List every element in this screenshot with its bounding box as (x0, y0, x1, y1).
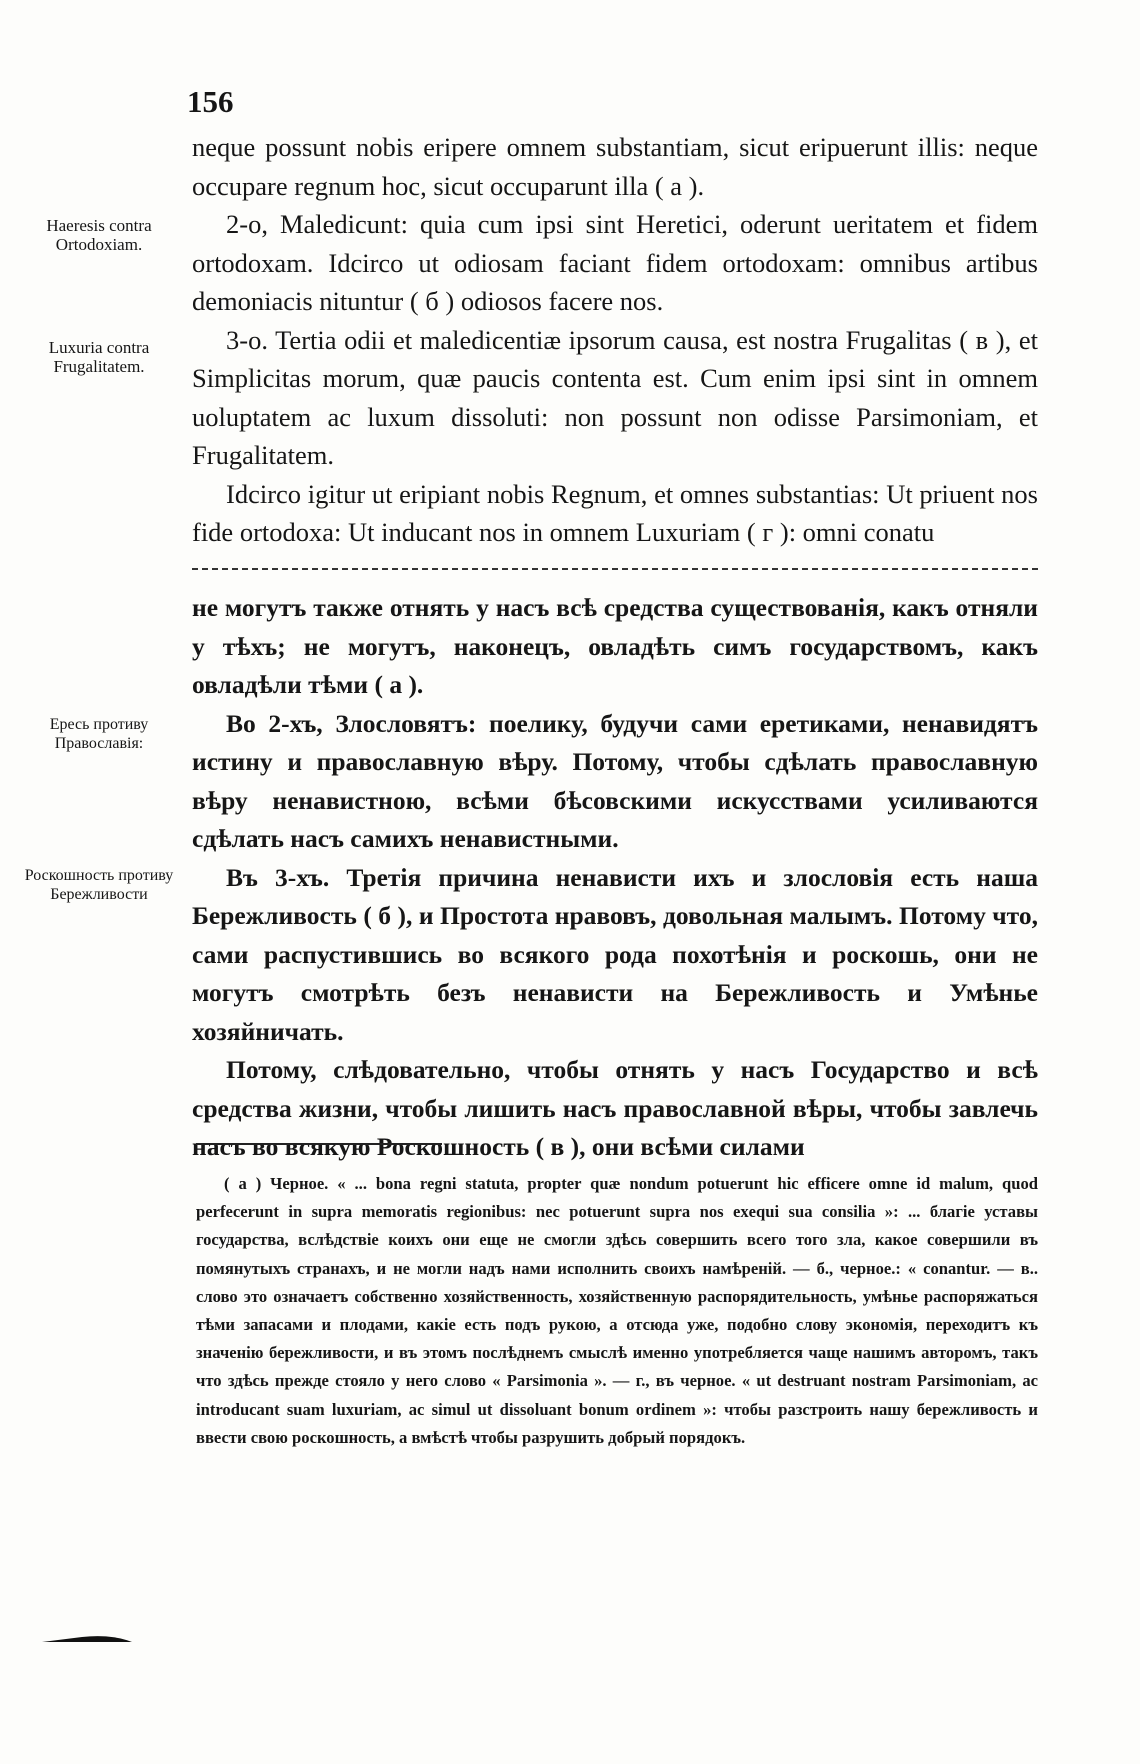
margin-note-roskoshnost: Роскошность противу Бережливости (24, 867, 174, 903)
russian-paragraph-1: не могутъ также отнять у насъ всѣ средства существованія, какъ отняли у тѣхъ; не могутъ, наконецъ, овладѣть симъ государствомъ, какъ овладѣли тѣми ( а ). (192, 593, 1038, 699)
divider-dashed (192, 568, 1038, 570)
margin-note-luxuria: Luxuria contra Frugalitatem. (48, 338, 150, 376)
footnote-rule (196, 1143, 442, 1145)
margin-note-eres: Ересь противу Православія: (49, 716, 149, 752)
footnote-block (196, 1170, 1038, 1452)
russian-text-block (192, 589, 1038, 1167)
ornament-dash (42, 1634, 132, 1646)
russian-paragraph-4: Потому, слѣдовательно, чтобы отнять у насъ Государство и всѣ средства жизни, чтобы лишить насъ православной вѣры, чтобы завлечь насъ во всякую Роскошность ( в ), они всѣми силами (192, 1055, 1038, 1161)
russian-paragraph-2: Во 2-хъ, Злословятъ: поелику, будучи сами еретиками, ненавидятъ истину и православную вѣру. Потому, чтобы сдѣлать православную вѣру ненавистною, всѣми бѣсовскими искусствами усиливаются сдѣлать насъ самихъ ненавистными. (192, 708, 1038, 853)
latin-text-block (192, 128, 1038, 552)
footnote-text: ( а ) Черное. « ... bona regni statuta, propter quæ nondum potuerunt hic efficere omne id malum, quod perfecerunt in supra memoratis regionibus: nec potuerunt supra nos exequi sua consilia »: ... благіе уставы государства, вслѣдствіе коихъ они еще не смогли здѣсь совершить всего того зла, какое совершили въ помянутыхъ странахъ, и не могли надъ нами исполнить своихъ намѣреній. — б., черное.: « conantur. — в.. слово это означаетъ собственно хозяйственность, хозяйственную распорядительность, умѣнье распоряжаться тѣми запасами и плодами, какіе есть подъ рукою, а отсюда уже, подобно слову экономія, переходитъ къ значенію бережливости, и въ этомъ послѣднемъ смыслѣ именно употребляется чаще нашимъ авторомъ, такъ что здѣсь прежде стояло у него слово « Parsimonia ». — г., въ черное. « ut destruant nostram Parsimoniam, ac introducant suam luxuriam, ac simul ut dissoluant bonum ordinem »: чтобы разстроить нашу бережливость и ввести свою роскошность, а вмѣстѣ чтобы разрушить добрый порядокъ. (196, 1174, 1038, 1447)
latin-paragraph-1: neque possunt nobis eripere omnem substantiam, sicut eripuerunt illis: neque occupare regnum hoc, sicut occuparunt illa ( a ). (192, 132, 1038, 201)
margin-note-haeresis: Haeresis contra Ortodoxiam. (46, 216, 152, 254)
latin-paragraph-3: 3-o. Tertia odii et maledicentiæ ipsorum causa, est nostra Frugalitas ( в ), et Simplicitas morum, quæ paucis contenta est. Cum enim ipsi sint in omnem uoluptatem ac luxum dissoluti: non possunt non odisse Parsimoniam, et Frugalitatem. (192, 324, 1038, 470)
russian-paragraph-3: Въ 3-хъ. Третія причина ненависти ихъ и злословія есть наша Бережливость ( б ), и Простота нравовъ, довольная малымъ. Потому что, сами распустившись во всякого рода похотѣнія и роскошь, они не могутъ смотрѣть безъ ненависти на Бережливость и Умѣнье хозяйничать. (192, 862, 1038, 1046)
latin-paragraph-2: 2-o, Maledicunt: quia cum ipsi sint Heretici, oderunt ueritatem et fidem ortodoxam. Idcirco ut odiosam faciant fidem ortodoxam: omnibus artibus demoniacis nituntur ( б ) odiosos facere nos. (192, 209, 1038, 316)
latin-paragraph-4: Idcirco igitur ut eripiant nobis Regnum, et omnes substantias: Ut priuent nos fide ortodoxa: Ut inducant nos in omnem Luxuriam ( г ): omni conatu (192, 478, 1038, 547)
page-number: 156 (187, 84, 234, 119)
